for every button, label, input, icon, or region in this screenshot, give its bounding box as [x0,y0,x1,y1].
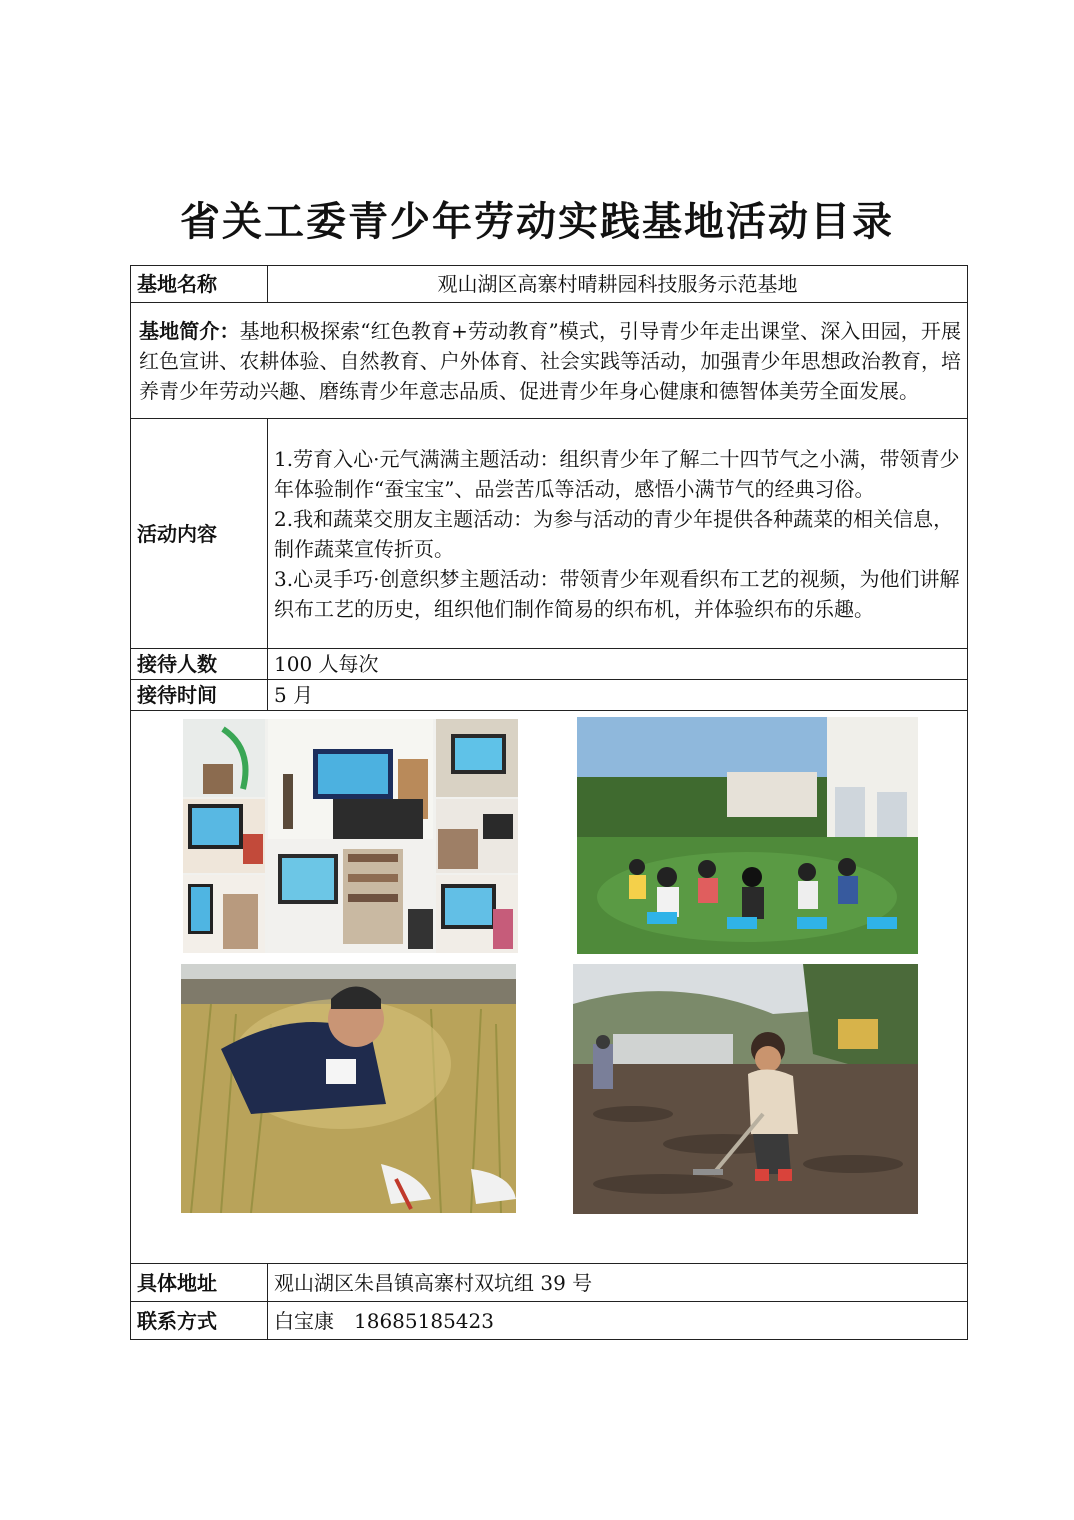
activity-item-3: 3.心灵手巧·创意织梦主题活动：带领青少年观看织布工艺的视频，为他们讲解织布工艺的历史，组织他们制作简易的织布机，并体验织布的乐趣。 [274,566,960,621]
time-value: 5 月 [268,680,968,711]
activity-table [130,265,968,1340]
address-label: 具体地址 [131,1264,268,1302]
capacity-value: 100 人每次 [268,649,968,680]
row-address [131,1264,968,1302]
row-capacity [131,649,968,680]
photo-classroom-collage [183,719,518,953]
capacity-label: 接待人数 [131,649,268,680]
activity-item-2: 2.我和蔬菜交朋友主题活动：为参与活动的青少年提供各种蔬菜的相关信息，制作蔬菜宣传折页。 [274,506,954,561]
base-name-value: 观山湖区高寨村晴耕园科技服务示范基地 [268,266,968,303]
time-label: 接待时间 [131,680,268,711]
contact-value: 白宝康 18685185423 [268,1302,968,1340]
address-value: 观山湖区朱昌镇高寨村双坑组 39 号 [268,1264,968,1302]
photo-rice-harvest [181,964,516,1213]
activities-label: 活动内容 [131,419,268,649]
row-activities [131,419,968,649]
intro-label: 基地简介： [139,318,240,343]
activity-item-1: 1.劳育入心·元气满满主题活动：组织青少年了解二十四节气之小满，带领青少年体验制作“蚕宝宝”、品尝苦瓜等活动，感悟小满节气的经典习俗。 [274,446,960,501]
row-photos [131,711,968,1264]
photo-outdoor-circle [577,717,918,954]
row-contact [131,1302,968,1340]
row-time [131,680,968,711]
row-intro [131,303,968,419]
row-base-name [131,266,968,303]
photo-field-digging [573,964,918,1214]
contact-label: 联系方式 [131,1302,268,1340]
page-title: 省关工委青少年劳动实践基地活动目录 [180,198,894,245]
intro-text: 基地积极探索“红色教育+劳动教育”模式，引导青少年走出课堂、深入田园，开展红色宣讲、农耕体验、自然教育、户外体育、社会实践等活动，加强青少年思想政治教育，培养青少年劳动兴趣、磨练青少年意志品质、促进青少年身心健康和德智体美劳全面发展。 [139,318,961,403]
activities-cell [268,419,968,649]
photos-cell [131,711,968,1264]
intro-cell [131,303,968,419]
base-name-label: 基地名称 [131,266,268,303]
